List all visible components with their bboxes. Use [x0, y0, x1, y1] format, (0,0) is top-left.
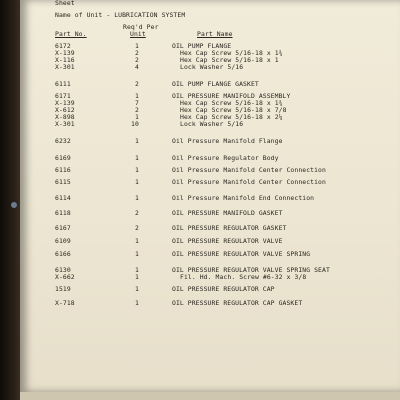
- quantity: 1: [135, 237, 139, 245]
- col-reqd-header-1: Req'd Per: [123, 23, 159, 31]
- quantity: 2: [135, 106, 139, 114]
- col-part-no-header: Part No.: [55, 30, 87, 38]
- part-number: X-139: [55, 99, 75, 107]
- part-number: X-898: [55, 113, 75, 121]
- quantity: 1: [135, 266, 139, 274]
- part-name: OIL PRESSURE REGULATOR VALVE SPRING: [172, 250, 311, 258]
- part-name: Oil Pressure Manifold Center Connection: [172, 178, 326, 186]
- part-number: 6115: [55, 178, 71, 186]
- part-number: X-301: [55, 63, 75, 71]
- part-number: 6118: [55, 209, 71, 217]
- part-name: OIL PUMP FLANGE GASKET: [172, 80, 259, 88]
- quantity: 1: [135, 273, 139, 281]
- part-name: Hex Cap Screw 5/16-18 x 2¼: [180, 113, 283, 121]
- quantity: 2: [135, 56, 139, 64]
- part-number: 6116: [55, 166, 71, 174]
- quantity: 1: [135, 154, 139, 162]
- quantity: 2: [135, 224, 139, 232]
- quantity: 1: [135, 92, 139, 100]
- quantity: 7: [135, 99, 139, 107]
- part-name: Oil Pressure Manifold End Connection: [172, 194, 315, 202]
- part-number: 6109: [55, 237, 71, 245]
- part-name: Fil. Hd. Mach. Screw #6-32 x 3/8: [180, 273, 307, 281]
- part-number: X-301: [55, 120, 75, 128]
- part-name: OIL PRESSURE REGULATOR VALVE: [172, 237, 283, 245]
- quantity: 1: [135, 42, 139, 50]
- part-name: OIL PRESSURE MANIFOLD GASKET: [172, 209, 283, 217]
- sheet-label: Sheet: [55, 0, 75, 7]
- part-name: Oil Pressure Manifold Center Connection: [172, 166, 326, 174]
- part-number: 6130: [55, 266, 71, 274]
- part-name: OIL PRESSURE REGULATOR VALVE SPRING SEAT: [172, 266, 330, 274]
- col-part-name-header: Part Name: [197, 30, 233, 38]
- part-number: 6171: [55, 92, 71, 100]
- quantity: 4: [135, 63, 139, 71]
- quantity: 2: [135, 49, 139, 57]
- part-number: 6111: [55, 80, 71, 88]
- part-number: X-718: [55, 299, 75, 307]
- quantity: 1: [135, 194, 139, 202]
- part-name: Hex Cap Screw 5/16-18 x 1¾: [180, 99, 283, 107]
- binder-edge: [0, 0, 20, 400]
- part-name: OIL PUMP FLANGE: [172, 42, 232, 50]
- quantity: 1: [135, 113, 139, 121]
- punch-hole: [11, 202, 17, 208]
- part-number: 6232: [55, 137, 71, 145]
- quantity: 1: [135, 299, 139, 307]
- quantity: 2: [135, 209, 139, 217]
- part-number: X-662: [55, 273, 75, 281]
- part-number: X-116: [55, 56, 75, 64]
- part-name: Hex Cap Screw 5/16-18 x 1¾: [180, 49, 283, 57]
- part-number: 6169: [55, 154, 71, 162]
- part-name: Oil Pressure Regulator Body: [172, 154, 279, 162]
- part-number: 6114: [55, 194, 71, 202]
- quantity: 2: [135, 80, 139, 88]
- part-number: 6172: [55, 42, 71, 50]
- quantity: 1: [135, 285, 139, 293]
- part-name: OIL PRESSURE REGULATOR GASKET: [172, 224, 287, 232]
- part-name: Hex Cap Screw 5/16-18 x 7/8: [180, 106, 287, 114]
- part-name: OIL PRESSURE MANIFOLD ASSEMBLY: [172, 92, 291, 100]
- quantity: 1: [135, 166, 139, 174]
- part-name: Oil Pressure Manifold Flange: [172, 137, 283, 145]
- quantity: 1: [135, 137, 139, 145]
- quantity: 1: [135, 178, 139, 186]
- page-bottom-edge: [20, 392, 400, 400]
- part-name: Lock Washer 5/16: [180, 120, 244, 128]
- part-number: 6167: [55, 224, 71, 232]
- unit-name: Name of Unit - LUBRICATION SYSTEM: [55, 11, 186, 19]
- quantity: 1: [135, 250, 139, 258]
- part-name: OIL PRESSURE REGULATOR CAP: [172, 285, 275, 293]
- part-name: OIL PRESSURE REGULATOR CAP GASKET: [172, 299, 303, 307]
- part-number: 6166: [55, 250, 71, 258]
- part-number: X-139: [55, 49, 75, 57]
- part-number: X-612: [55, 106, 75, 114]
- part-name: Hex Cap Screw 5/16-18 x 1: [180, 56, 279, 64]
- quantity: 10: [131, 120, 139, 128]
- part-number: 1519: [55, 285, 71, 293]
- col-reqd-header-2: Unit: [130, 30, 146, 38]
- part-name: Lock Washer 5/16: [180, 63, 244, 71]
